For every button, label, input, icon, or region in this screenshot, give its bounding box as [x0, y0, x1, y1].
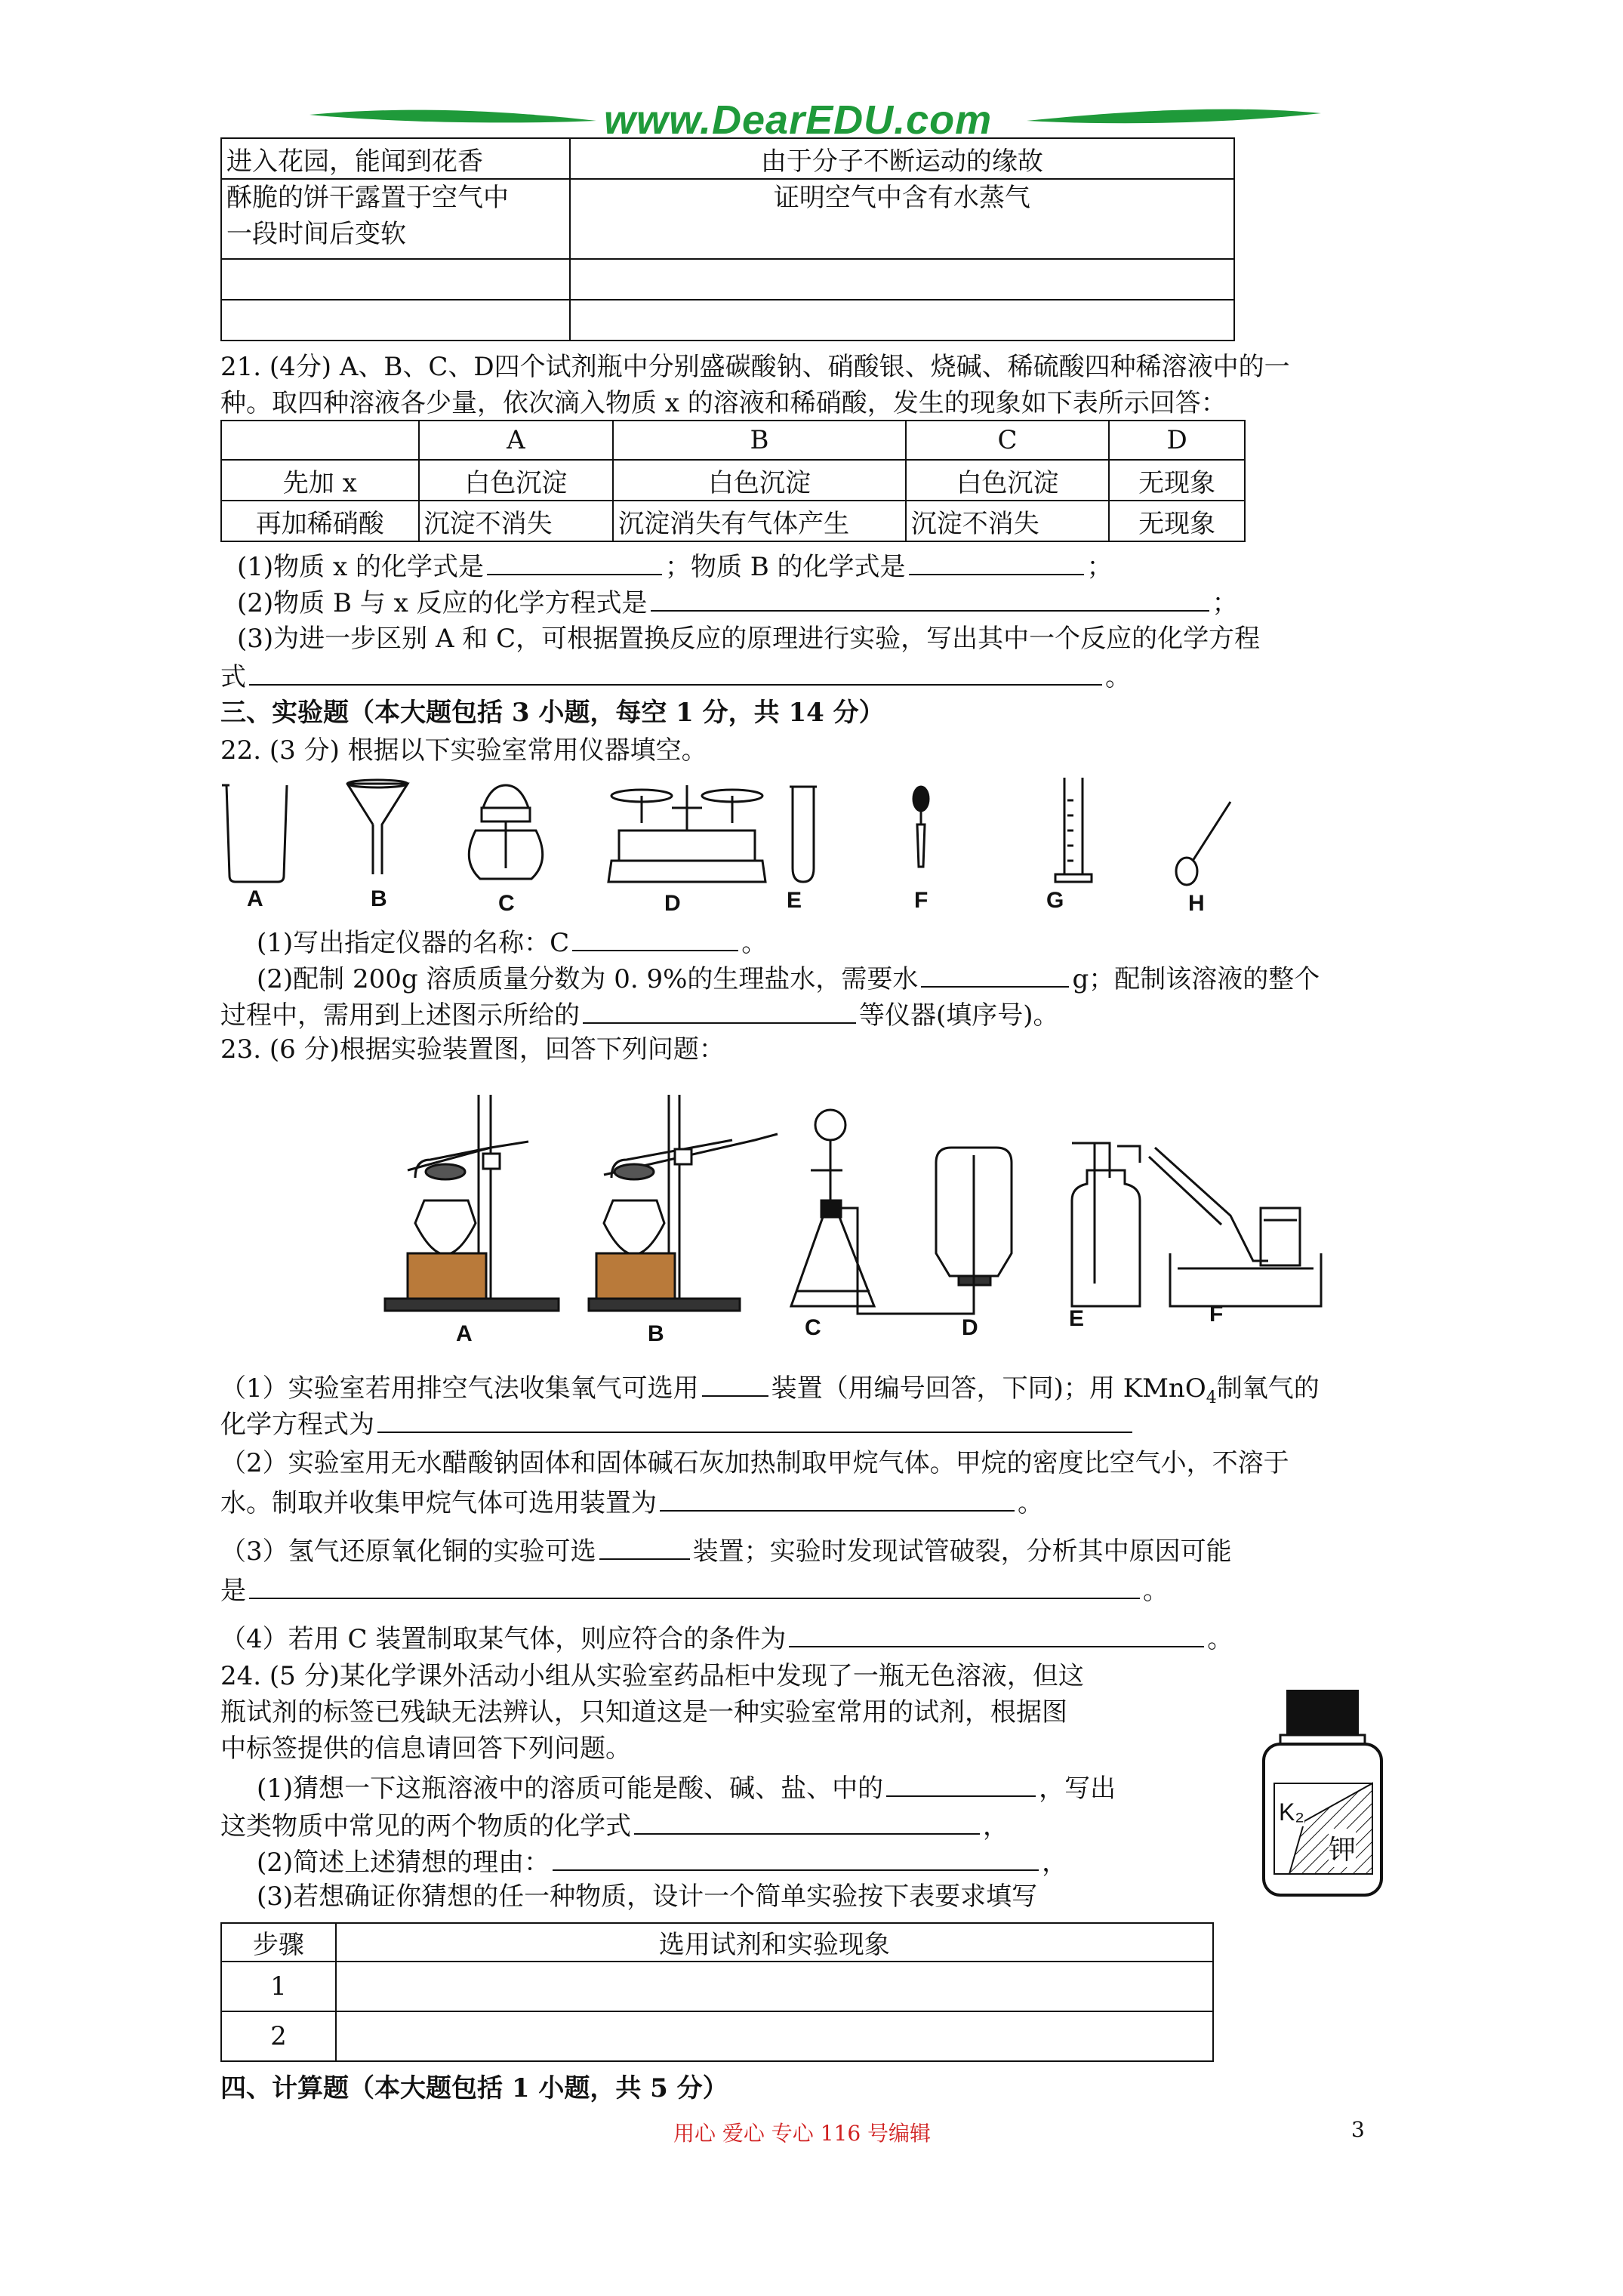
instrument-label: B — [371, 886, 387, 911]
q23-part2-cont — [220, 1483, 1043, 1521]
answer-blank[interactable] — [487, 547, 662, 575]
answer-blank[interactable] — [921, 959, 1069, 988]
instrument-label: E — [787, 888, 802, 913]
table-cell — [570, 259, 1234, 300]
funnel-icon — [347, 780, 408, 874]
q22-part2-cont — [220, 995, 1059, 1034]
observation-table — [220, 137, 1235, 341]
instrument-label: H — [1188, 891, 1205, 916]
text: 等仪器(填序号)。 — [859, 1000, 1059, 1031]
q24-line2: 瓶试剂的标签已残缺无法辨认，只知道这是一种实验室常用的试剂，根据图 — [220, 1697, 1067, 1727]
text: 水。制取并收集甲烷气体可选用装置为 — [220, 1488, 657, 1518]
apparatus-label: F — [1209, 1302, 1224, 1327]
table-cell: 由于分子不断运动的缘故 — [570, 138, 1234, 179]
apparatus-label: A — [456, 1321, 473, 1346]
text: （3）氢气还原氧化铜的实验可选 — [220, 1536, 596, 1567]
brand-logo: www.DearEDU.com — [604, 97, 993, 143]
heating-apparatus-b-icon — [589, 1095, 778, 1311]
apparatus-label: D — [962, 1315, 978, 1340]
gas-bottle-d-icon — [898, 1148, 1012, 1314]
table-cell: 再加稀硝酸 — [221, 501, 419, 541]
reagent-bottle-icon — [1259, 1685, 1395, 1904]
q24-part3: (3)若想确证你猜想的任一种物质，设计一个简单实验按下表要求填写 — [257, 1881, 1038, 1912]
q24-part2 — [257, 1842, 1067, 1881]
answer-blank[interactable] — [651, 583, 1209, 612]
q22-part1 — [257, 923, 767, 961]
q23-part1-cont — [220, 1404, 1135, 1443]
q22-intro: 22. (3 分) 根据以下实验室常用仪器填空。 — [220, 735, 707, 766]
table-cell — [570, 300, 1234, 341]
text: 式 — [220, 662, 246, 692]
q23-part4 — [220, 1619, 1233, 1657]
table-cell: 白色沉淀 — [906, 460, 1110, 501]
table-cell — [221, 259, 570, 300]
q21-part2 — [237, 583, 1238, 621]
experiment-table — [220, 1922, 1214, 2062]
table-cell: 2 — [221, 2011, 336, 2061]
test-tube-icon — [790, 787, 817, 882]
text: 化学方程式为 — [220, 1410, 374, 1440]
answer-blank[interactable] — [599, 1531, 690, 1560]
table-header: D — [1109, 421, 1245, 460]
answer-blank[interactable] — [702, 1368, 768, 1397]
text: 过程中，需用到上述图示所给的 — [220, 1000, 580, 1031]
text: (2)物质 B 与 x 反应的化学方程式是 — [237, 588, 648, 618]
table-header: 选用试剂和实验现象 — [336, 1923, 1213, 1962]
heating-apparatus-a-icon — [385, 1095, 559, 1311]
text: ，写出 — [1039, 1774, 1116, 1804]
table-cell: 沉淀不消失 — [419, 501, 614, 541]
flask-apparatus-c-icon — [791, 1110, 898, 1314]
text: (2)配制 200g 溶质质量分数为 0. 9%的生理盐水，需要水 — [257, 964, 919, 994]
q24-line3: 中标签提供的信息请回答下列问题。 — [220, 1734, 631, 1764]
text: 。 — [1105, 662, 1131, 692]
table-header: B — [613, 421, 906, 460]
q24-part1-cont — [220, 1806, 1009, 1845]
q23-intro: 23. (6 分)根据实验装置图，回答下列问题： — [220, 1034, 725, 1065]
table-cell: 沉淀不消失 — [906, 501, 1110, 541]
text: 制氧气的 — [1216, 1373, 1320, 1404]
q23-part3-cont — [220, 1570, 1169, 1609]
answer-blank[interactable] — [660, 1483, 1015, 1512]
alcohol-lamp-icon — [469, 785, 542, 879]
apparatus-label: C — [805, 1315, 821, 1340]
q21-line2: 种。取四种溶液各少量，依次滴入物质 x 的溶液和稀硝酸，发生的现象如下表所示回答： — [220, 388, 1227, 418]
table-cell: 进入花园，能闻到花香 — [221, 138, 570, 179]
instrument-label: D — [664, 891, 681, 916]
gas-bottle-e-icon — [1072, 1143, 1140, 1306]
table-cell: 白色沉淀 — [419, 460, 614, 501]
text: 。 — [741, 928, 768, 958]
q21-table — [220, 420, 1246, 542]
cell-line: 酥脆的饼干露置于空气中 — [226, 183, 509, 213]
table-header: C — [906, 421, 1110, 460]
text: ；物质 B 的化学式是 — [664, 552, 906, 582]
table-cell: 无现象 — [1109, 460, 1245, 501]
text: (1)写出指定仪器的名称：C — [257, 928, 570, 958]
q24-line1: 24. (5 分)某化学课外活动小组从实验室药品柜中发现了一瓶无色溶液，但这 — [220, 1661, 1084, 1691]
section-4-title: 四、计算题（本大题包括 1 小题，共 5 分） — [220, 2073, 728, 2103]
section-3-title: 三、实验题（本大题包括 3 小题，每空 1 分，共 14 分） — [220, 698, 885, 728]
instrument-label: F — [914, 888, 929, 913]
text: ， — [1042, 1848, 1068, 1878]
beaker-icon — [222, 785, 287, 882]
answer-blank[interactable] — [909, 547, 1084, 575]
answer-blank[interactable] — [886, 1768, 1036, 1797]
answer-cell[interactable] — [336, 1962, 1213, 2011]
q24-part1 — [257, 1768, 1116, 1807]
spoon-icon — [1176, 802, 1230, 885]
answer-blank[interactable] — [583, 995, 856, 1024]
text: 装置；实验时发现试管破裂，分析其中原因可能 — [692, 1536, 1232, 1567]
text: 是 — [220, 1576, 246, 1606]
text: (2)简述上述猜想的理由： — [257, 1848, 550, 1878]
q21-part3: (3)为进一步区别 A 和 C，可根据置换反应的原理进行实验，写出其中一个反应的化学方程 — [237, 624, 1261, 654]
text: 。 — [1143, 1576, 1169, 1606]
table-header: A — [419, 421, 614, 460]
apparatus-label: E — [1069, 1306, 1085, 1331]
text: (1)物质 x 的化学式是 — [237, 552, 484, 582]
footer-text: 用心 爱心 专心 116 号编辑 — [673, 2121, 932, 2146]
text: 装置（用编号回答，下同)；用 KMnO — [771, 1373, 1206, 1404]
table-cell: 沉淀消失有气体产生 — [613, 501, 906, 541]
text: 。 — [1207, 1624, 1233, 1654]
table-cell: 白色沉淀 — [613, 460, 906, 501]
answer-blank[interactable] — [789, 1619, 1204, 1647]
answer-blank[interactable] — [249, 1570, 1140, 1599]
answer-blank[interactable] — [553, 1842, 1039, 1871]
apparatus-label: B — [648, 1321, 664, 1346]
text: (1)猜想一下这瓶溶液中的溶质可能是酸、碱、盐、中的 — [257, 1774, 884, 1804]
balance-icon — [608, 785, 765, 882]
instrument-label: A — [247, 886, 263, 911]
answer-cell[interactable] — [336, 2011, 1213, 2061]
dropper-icon — [913, 787, 929, 867]
answer-blank[interactable] — [249, 657, 1102, 686]
q21-part1 — [237, 547, 1113, 585]
graduated-cylinder-icon — [1055, 778, 1092, 882]
bottle-label-text: 钾 — [1329, 1829, 1356, 1867]
text: ； — [1086, 552, 1113, 582]
page-number: 3 — [1351, 2117, 1365, 2142]
table-cell — [221, 300, 570, 341]
answer-blank[interactable] — [377, 1404, 1132, 1433]
bottle-label-formula: K₂ — [1279, 1798, 1304, 1826]
q21-line1: 21. (4分) A、B、C、D四个试剂瓶中分别盛碳酸钠、硝酸银、烧碱、稀硫酸四种稀溶液中的一 — [220, 352, 1290, 382]
q21-part3-cont — [220, 657, 1131, 695]
subscript: 4 — [1206, 1388, 1217, 1407]
text: ， — [983, 1811, 1009, 1841]
table-header — [221, 421, 419, 460]
text: （4）若用 C 装置制取某气体，则应符合的条件为 — [220, 1624, 787, 1654]
text: ； — [1212, 588, 1238, 618]
table-cell — [221, 179, 570, 259]
table-header: 步骤 — [221, 1923, 336, 1962]
q23-part3 — [220, 1531, 1232, 1570]
table-cell: 证明空气中含有水蒸气 — [570, 179, 1234, 259]
cell-line: 一段时间后变软 — [226, 219, 406, 249]
table-cell: 无现象 — [1109, 501, 1245, 541]
water-trough-f-icon — [1149, 1148, 1321, 1306]
table-cell: 先加 x — [221, 460, 419, 501]
text: g；配制该溶液的整个 — [1072, 964, 1320, 994]
instrument-label: G — [1046, 888, 1064, 913]
q23-part2: （2）实验室用无水醋酸钠固体和固体碱石灰加热制取甲烷气体。甲烷的密度比空气小，不溶于 — [220, 1448, 1289, 1478]
answer-blank[interactable] — [634, 1806, 980, 1835]
apparatus-figures — [377, 1087, 1329, 1329]
instrument-label: C — [498, 891, 515, 916]
text: 这类物质中常见的两个物质的化学式 — [220, 1811, 631, 1841]
text: （1）实验室若用排空气法收集氧气可选用 — [220, 1373, 699, 1404]
table-cell: 1 — [221, 1962, 336, 2011]
text: 。 — [1018, 1488, 1043, 1518]
answer-blank[interactable] — [572, 923, 738, 951]
q22-part2 — [257, 959, 1320, 997]
